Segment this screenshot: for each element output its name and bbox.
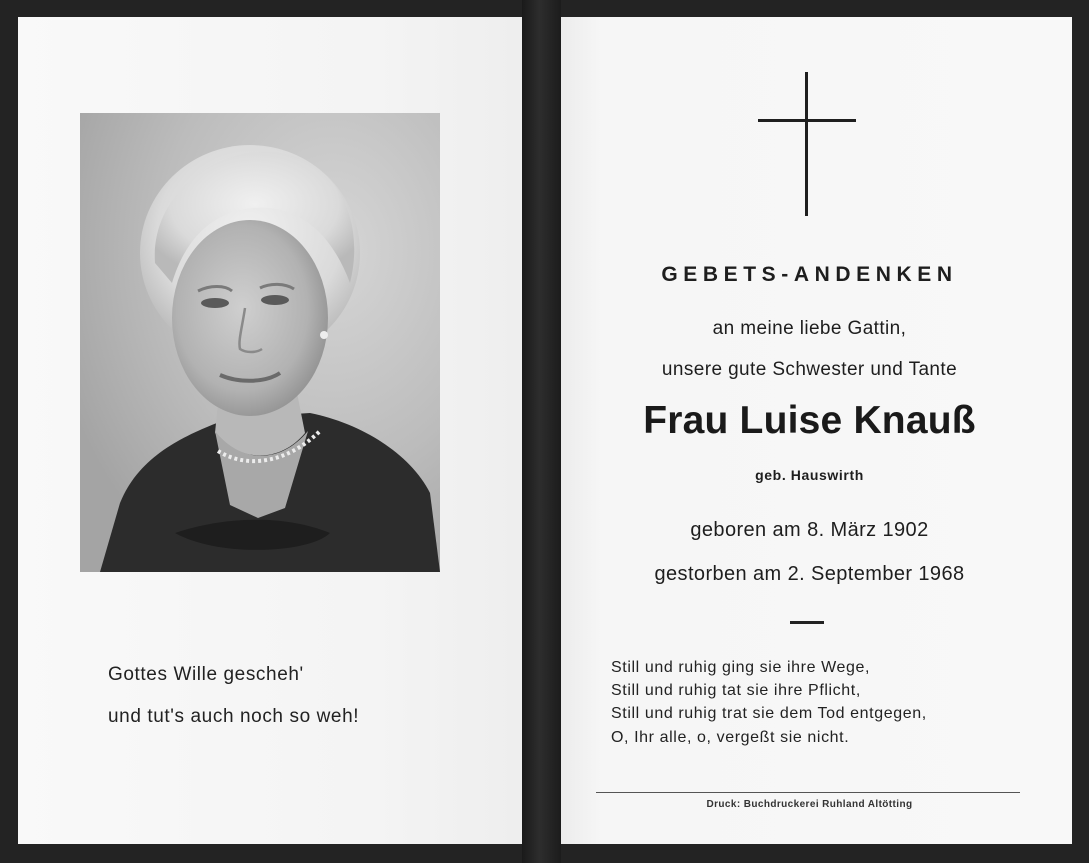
verse-line-1: Gottes Wille gescheh' bbox=[108, 664, 304, 685]
poem-line-2: Still und ruhig tat sie ihre Pflicht, bbox=[611, 682, 861, 699]
death-date: gestorben am 2. September 1968 bbox=[654, 563, 965, 585]
poem-line-1: Still und ruhig ging sie ihre Wege, bbox=[611, 659, 871, 676]
poem-line-3: Still und ruhig trat sie dem Tod entgegen, bbox=[611, 705, 927, 722]
separator-dash bbox=[790, 621, 824, 624]
card-left-panel bbox=[18, 17, 522, 844]
maiden-name: geb. Hauswirth bbox=[755, 467, 864, 483]
printer-credit: Druck: Buchdruckerei Ruhland Altötting bbox=[706, 799, 913, 810]
footer-rule bbox=[596, 792, 1020, 793]
deceased-name: Frau Luise Knauß bbox=[643, 399, 976, 442]
poem-line-4: O, Ihr alle, o, vergeßt sie nicht. bbox=[611, 729, 850, 746]
verse-line-2: und tut's auch noch so weh! bbox=[108, 706, 360, 727]
dedication-line-2: unsere gute Schwester und Tante bbox=[661, 359, 958, 380]
birth-date: geboren am 8. März 1902 bbox=[690, 519, 929, 541]
portrait-photo bbox=[80, 113, 440, 572]
latin-cross-icon bbox=[758, 72, 858, 216]
card-title: GEBETS-ANDENKEN bbox=[661, 263, 958, 286]
portrait-illustration bbox=[80, 113, 440, 572]
dedication-line-1: an meine liebe Gattin, bbox=[712, 318, 907, 339]
card-right-panel bbox=[561, 17, 1072, 844]
card-fold-crease bbox=[522, 0, 561, 863]
